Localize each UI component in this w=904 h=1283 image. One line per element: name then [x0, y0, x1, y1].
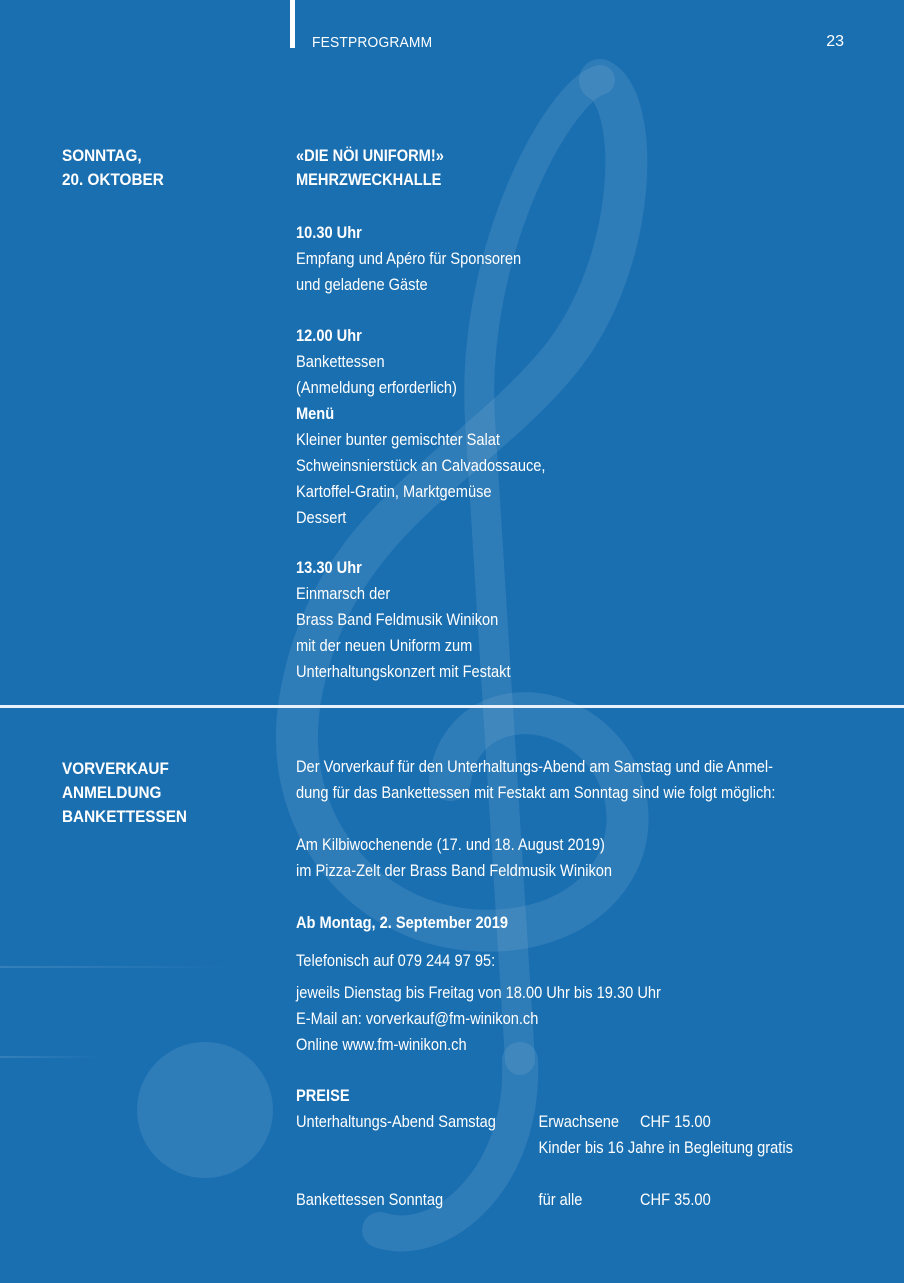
website-link[interactable]: Online www.fm-winikon.ch — [296, 1035, 467, 1054]
menu-line: Schweinsnierstück an Calvadossauce, — [296, 456, 546, 475]
page-number: 23 — [826, 33, 844, 50]
intro-line: dung für das Bankettessen mit Festakt am Sonntag sind wie folgt möglich: — [296, 783, 776, 802]
decorative-line — [0, 1056, 100, 1058]
from-date-heading: Ab Montag, 2. September 2019 — [296, 913, 509, 932]
price-category: für alle — [538, 1190, 583, 1209]
price-value: CHF 15.00 — [640, 1112, 711, 1131]
presale-intro — [296, 754, 775, 806]
day-label: SONNTAG, — [62, 146, 142, 165]
phone-info — [296, 948, 495, 974]
item-line: Einmarsch der — [296, 584, 391, 603]
menu-line: Kartoffel-Gratin, Marktgemüse — [296, 482, 492, 501]
price-row — [296, 1135, 793, 1161]
item-line: Bankettessen — [296, 352, 385, 371]
program-item-1330 — [296, 555, 511, 685]
menu-line: Kleiner bunter gemischter Salat — [296, 430, 500, 449]
time: 10.30 Uhr — [296, 223, 362, 242]
from-date — [296, 910, 508, 936]
prices-table — [296, 1083, 793, 1213]
phone-line: Telefonisch auf 079 244 97 95: — [296, 951, 496, 970]
kilbi-info — [296, 832, 612, 884]
section-title: FESTPROGRAMM — [312, 34, 433, 51]
item-line: und geladene Gäste — [296, 275, 428, 294]
time: 13.30 Uhr — [296, 558, 362, 577]
price-event: Bankettessen Sonntag — [296, 1190, 444, 1209]
price-event — [296, 1135, 539, 1161]
decorative-line — [0, 966, 230, 968]
time: 12.00 Uhr — [296, 326, 362, 345]
presale-label — [62, 757, 187, 829]
email-link[interactable]: E-Mail an: vorverkauf@fm-winikon.ch — [296, 1009, 539, 1028]
event-title: «DIE NÖI UNIFORM!» — [296, 146, 444, 165]
price-value: CHF 35.00 — [640, 1190, 711, 1209]
program-item-1200 — [296, 323, 545, 531]
venue: MEHRZWECKHALLE — [296, 170, 442, 189]
contact-hours: jeweils Dienstag bis Freitag von 18.00 Uhr bis 19.30 Uhr — [296, 983, 661, 1002]
date-label: 20. OKTOBER — [62, 170, 164, 189]
kilbi-line: im Pizza-Zelt der Brass Band Feldmusik Winikon — [296, 861, 613, 880]
label-line: ANMELDUNG — [62, 783, 162, 802]
intro-line: Der Vorverkauf für den Unterhaltungs-Abend am Samstag und die Anmel- — [296, 757, 774, 776]
item-line: Brass Band Feldmusik Winikon — [296, 610, 499, 629]
price-row — [296, 1187, 793, 1213]
item-line: (Anmeldung erforderlich) — [296, 378, 457, 397]
price-category: Kinder bis 16 Jahre in Begleitung gratis — [538, 1138, 793, 1157]
price-event: Unterhaltungs-Abend Samstag — [296, 1112, 496, 1131]
item-line: Unterhaltungskonzert mit Festakt — [296, 662, 511, 681]
price-row — [296, 1109, 793, 1135]
item-line: Empfang und Apéro für Sponsoren — [296, 249, 522, 268]
section-divider — [0, 705, 904, 708]
sunday-date-label — [62, 144, 164, 192]
item-line: mit der neuen Uniform zum — [296, 636, 473, 655]
sunday-program — [296, 144, 444, 192]
price-category: Erwachsene — [538, 1112, 619, 1131]
menu-heading: Menü — [296, 404, 335, 423]
program-item-1030 — [296, 220, 521, 298]
header-accent-bar — [290, 0, 295, 48]
contact-info — [296, 980, 661, 1058]
label-line: VORVERKAUF — [62, 759, 169, 778]
prices-heading: PREISE — [296, 1086, 350, 1105]
menu-line: Dessert — [296, 508, 347, 527]
label-line: BANKETTESSEN — [62, 807, 187, 826]
kilbi-line: Am Kilbiwochenende (17. und 18. August 2019) — [296, 835, 605, 854]
